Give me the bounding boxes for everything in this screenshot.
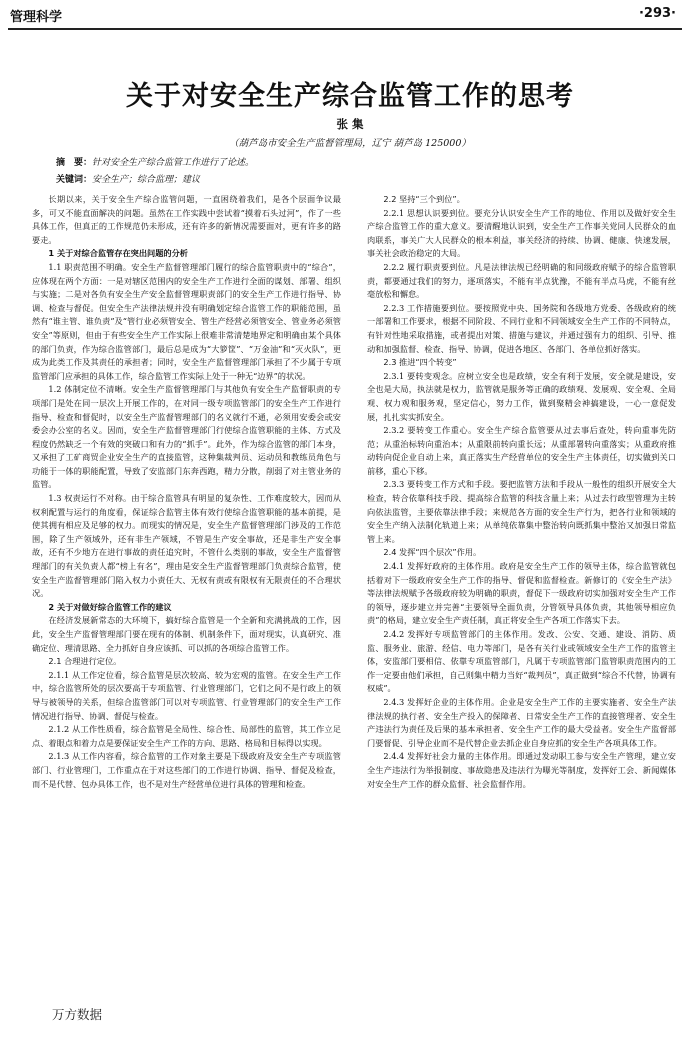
paragraph: 2.1.1 从工作定位看，综合监管是层次较高、较为宏观的监管。在安全生产工作中，综合监管所处的层次要高于专项监管、行业管理部门，它们之间不是行政上的领导与被领导的关系，但综合监管部门可以对专项监管、行业管理部门的安全生产工作情况进行指导、协调、督促与检查。 [32,669,341,721]
paragraph: 1.2 体制定位不清晰。安全生产监督管理部门与其他负有安全生产监督职责的专项部门是处在同一层次上开展工作的，在对同一级专项监管部门的安全生产工作进行指导、检查和督促时，以安全生产监督管理部门的名义就行不通，必须用安委会或安委会办公室的名义。因而，安全生产监督管理部门行使综合监管职能的主体、方式及程度仍然缺乏一个有效的突破口和有力的“抓手”。此外，作为综合监管的部门本身，又承担了工矿商贸企业安全生产的直接监管，这种集裁判员、运动员和教练员角色与功能于一体的职能配置，导致了安监部门东奔西跑，精力分散，削弱了对主管业务的监管。 [32,384,341,490]
header-rule [8,28,682,30]
paragraph: 2.4.3 发挥好企业的主体作用。企业是安全生产工作的主要实施者、安全生产法律法规的执行者、安全生产投入的保障者、日常安全生产工作的直接管理者、安全生产违法行为责任及后果的基本承担者、安全生产工作的最大受益者。安全生产监督部门要督促、引导企业而不是代替企业去抓企业自身应抓的安全生产各项具体工作。 [367,696,676,748]
left-column [32,193,341,791]
keywords-label: 关键词： [56,175,93,185]
paragraph: 2.1.3 从工作内容看，综合监管的工作对象主要是下级政府及安全生产专项监管部门、行业管理门，工作重点在于对这些部门的工作进行协调、指导、督促及检查，而不是代替、包办具体工作，也不是对生产经营单位进行具体的管理和检查。 [32,751,341,789]
paragraph: 2.4.4 发挥好社会力量的主体作用。即通过发动职工参与安全生产管理，建立安全生产违法行为举报制度、事故隐患及违法行为曝光等制度，发挥好工会、新闻媒体对安全生产工作的群众监督、社会监督作用。 [367,751,676,789]
paragraph: 1.3 权责运行不对称。由于综合监管具有明显的复杂性、工作难度较大，因而从权利配置与运行的角度看，保证综合监管主体有效行使综合监管职能的基本前提，是使其拥有相应及足够的权力。而现实的情况是，安全生产监督管理部门涉及的工作范围，除了生产领域外，还有非生产领域，不管是生产安全事故，还是非生产安全事故，还有不少地方在进行事故的责任追究时，不管什么类别的事故，安全生产监督管理部门的有关负责人都“榜上有名”，理由是安全生产监督管理部门负责综合监管，使安全生产监督管理部门陷入权力小责任大、无权有责或有限权有无限责任的不合理状况。 [32,493,341,599]
journal-name: 管理科学 [10,10,63,25]
abstract-label: 摘 要： [56,158,93,168]
section-heading: 1 关于对综合监管存在突出问题的分析 [48,248,188,259]
paragraph: 在经济发展新常态的大环境下，搞好综合监管是一个全新和充满挑战的工作，因此，安全生产监督管理部门要在现有的体制、机制条件下，面对现实，认真研究、准确定位、理清思路、全力抓好自身应该抓、可以抓的各项综合监管工作。 [32,615,341,653]
paragraph: 2.3.3 要转变工作方式和手段。要把监管方法和手段从一般性的组织开展安全大检查，转合依靠科技手段、提高综合监管的科技含量上来；从过去行政型管理为主转向依法监管，主要依靠法律手段；来规范各方面的安全生产行为，把各行业和领域的安全生产纳入法制化轨道上来；从单纯依靠集中整治转向既抓集中整治又加强日常监管上来。 [367,479,676,544]
section-heading: 2.1 合理进行定位。 [48,656,122,667]
article-affiliation: （葫芦岛市安全生产监督管理局，辽宁 葫芦岛 125000） [229,138,471,149]
article-title: 关于对安全生产综合监管工作的思考 [126,81,574,112]
section-heading: 2.3 推进“四个转变” [383,357,457,368]
paragraph: 2.2.1 思想认识要到位。要充分认识安全生产工作的地位、作用以及做好安全生产综合监管工作的重大意义。要清醒地认识到，安全生产工作事关党同人民群众的血肉联系，事关广大人民群众的根本利益，事关经济的持续、协调、健康、快速发展，事关社会政治稳定的大局。 [367,207,676,259]
paragraph: 2.3.2 要转变工作重心。安全生产综合监管要从过去事后查处，转向重事先防范；从重治标转向重治本；从重限前转向重长远；从重部署转向重落实；从重政府推动转向促企业自动上来，真正落实生产经营单位的安全生产主体责任，切实做到关口前移，重心下移。 [367,425,676,476]
page-number: ·293· [638,6,676,21]
section-heading: 2.2 坚持“三个到位”。 [383,194,465,204]
keywords [56,172,616,189]
paragraph: 2.1.2 从工作性质看，综合监管是全局性、综合性、局部性的监管，其工作立足点、着眼点和着力点是要保证安全生产工作的方向、思路、格局和目标得以实现。 [32,724,341,748]
keywords-text: 安全生产；综合监理；建议 [92,175,201,185]
paragraph: 2.3.1 要转变观念。应树立安全也是政绩，安全有利于发展，安全就是建设，安全也是大局，执法就是权力，监管就是服务等正确的政绩观、发展观、安全观、全局观、权力观和服务观，坚定信心，努力工作，做到聚精会神搞建设，一心一意促发展，扎扎实实抓安全。 [367,370,676,422]
paragraph: 2.2.2 履行职责要到位。凡是法律法规已经明确的和同级政府赋予的综合监管职责，都要通过我们的努力，逐项落实，不能有半点犹豫，不能有半点马虎，不能有丝毫放松和懈怠。 [367,261,676,300]
article-author: 张 集 [336,117,364,131]
watermark: 万方数据 [52,1007,103,1022]
paragraph: 2.4.2 发挥好专项监管部门的主体作用。发改、公安、交通、建设、消防、质监、服务业、旅游、经信、电力等部门，是各有关行业或领域安全生产工作的监管主体，安监部门要相信、依靠专项监管部门，凡属于专项监管部门监管职责范围内的工作一定要由他们承担，自己则集中精力当好“裁判员”，真正做到“综合不代替，协调有权威”。 [367,629,676,694]
section-heading: 2.4 发挥“四个层次”作用。 [383,547,482,558]
section-heading: 2 关于对做好综合监管工作的建议 [48,601,172,612]
paragraph: 2.2.3 工作措施要到位。要按照党中央、国务院和各级地方党委、各级政府的统一部署和工作要求，根据不同阶段、不同行业和不同领域安全生产工作的不同特点，有针对性地采取措施，或者提出对策、措施与建议，并通过强有力的组织、引导、推动和加强监督、检查、指导、协调，促进各地区、各部门、各单位抓好落实。 [367,302,676,354]
paragraph: 1.1 职责范围不明确。安全生产监督管理部门履行的综合监管职责中的“综合”，应体现在两个方面：一是对辖区范围内的安全生产工作进行全面的谋划、部署、组织与实施；二是对各负有安全生产安全监督管理职责部门的安全生产工作进行指导、协调、检查与督促。但安全生产法律法规并没有明确划定综合监管工作的职能范围，虽然有“谁主管、谁负责”及“管行业必须管安全、管生产经营必须管安全、管业务必须管安全”等原则，但由于有些安全生产工作实际上很难非常清楚地界定和明确由某个具体的部门负责，作为综合监管部门，最后总是成为“大箩筐”、“万金油”和“灭火队”，更成为此类工作及其责任的承担者；同时，安全生产监督管理部门承担了不少属于专项监管部门应承担的具体工作，综合监管工作实际上处于一种无“边界”的状况。 [32,261,341,381]
abstract [56,155,616,172]
right-column [367,193,676,791]
abstract-text: 针对安全生产综合监管工作进行了论述。 [92,158,255,168]
paragraph: 长期以来，关于安全生产综合监管问题，一直困绕着我们，是各个层面争议最多，可又不能直面解决的问题。虽然在工作实践中尝试着“摸着石头过河”，作了一些具体工作，但真正的工作规范仍未形成，还有许多的新情况需要面对，更有许多的路要走。 [32,194,341,245]
paragraph: 2.4.1 发挥好政府的主体作用。政府是安全生产工作的领导主体，综合监管就包括着对下一级政府安全生产工作的指导、督促和监督检查。新修订的《安全生产法》等法律法规赋予各级政府较为明确的职责，督促下一级政府切实加强对安全生产工作的领导，逐步建立并完善“主要领导全面负责，分管领导具体负责，其他领导相应负责”的格局，建立安全生产责任制，真正将安全生产各项工作落实下去。 [367,561,676,626]
abstract-block [56,155,616,189]
